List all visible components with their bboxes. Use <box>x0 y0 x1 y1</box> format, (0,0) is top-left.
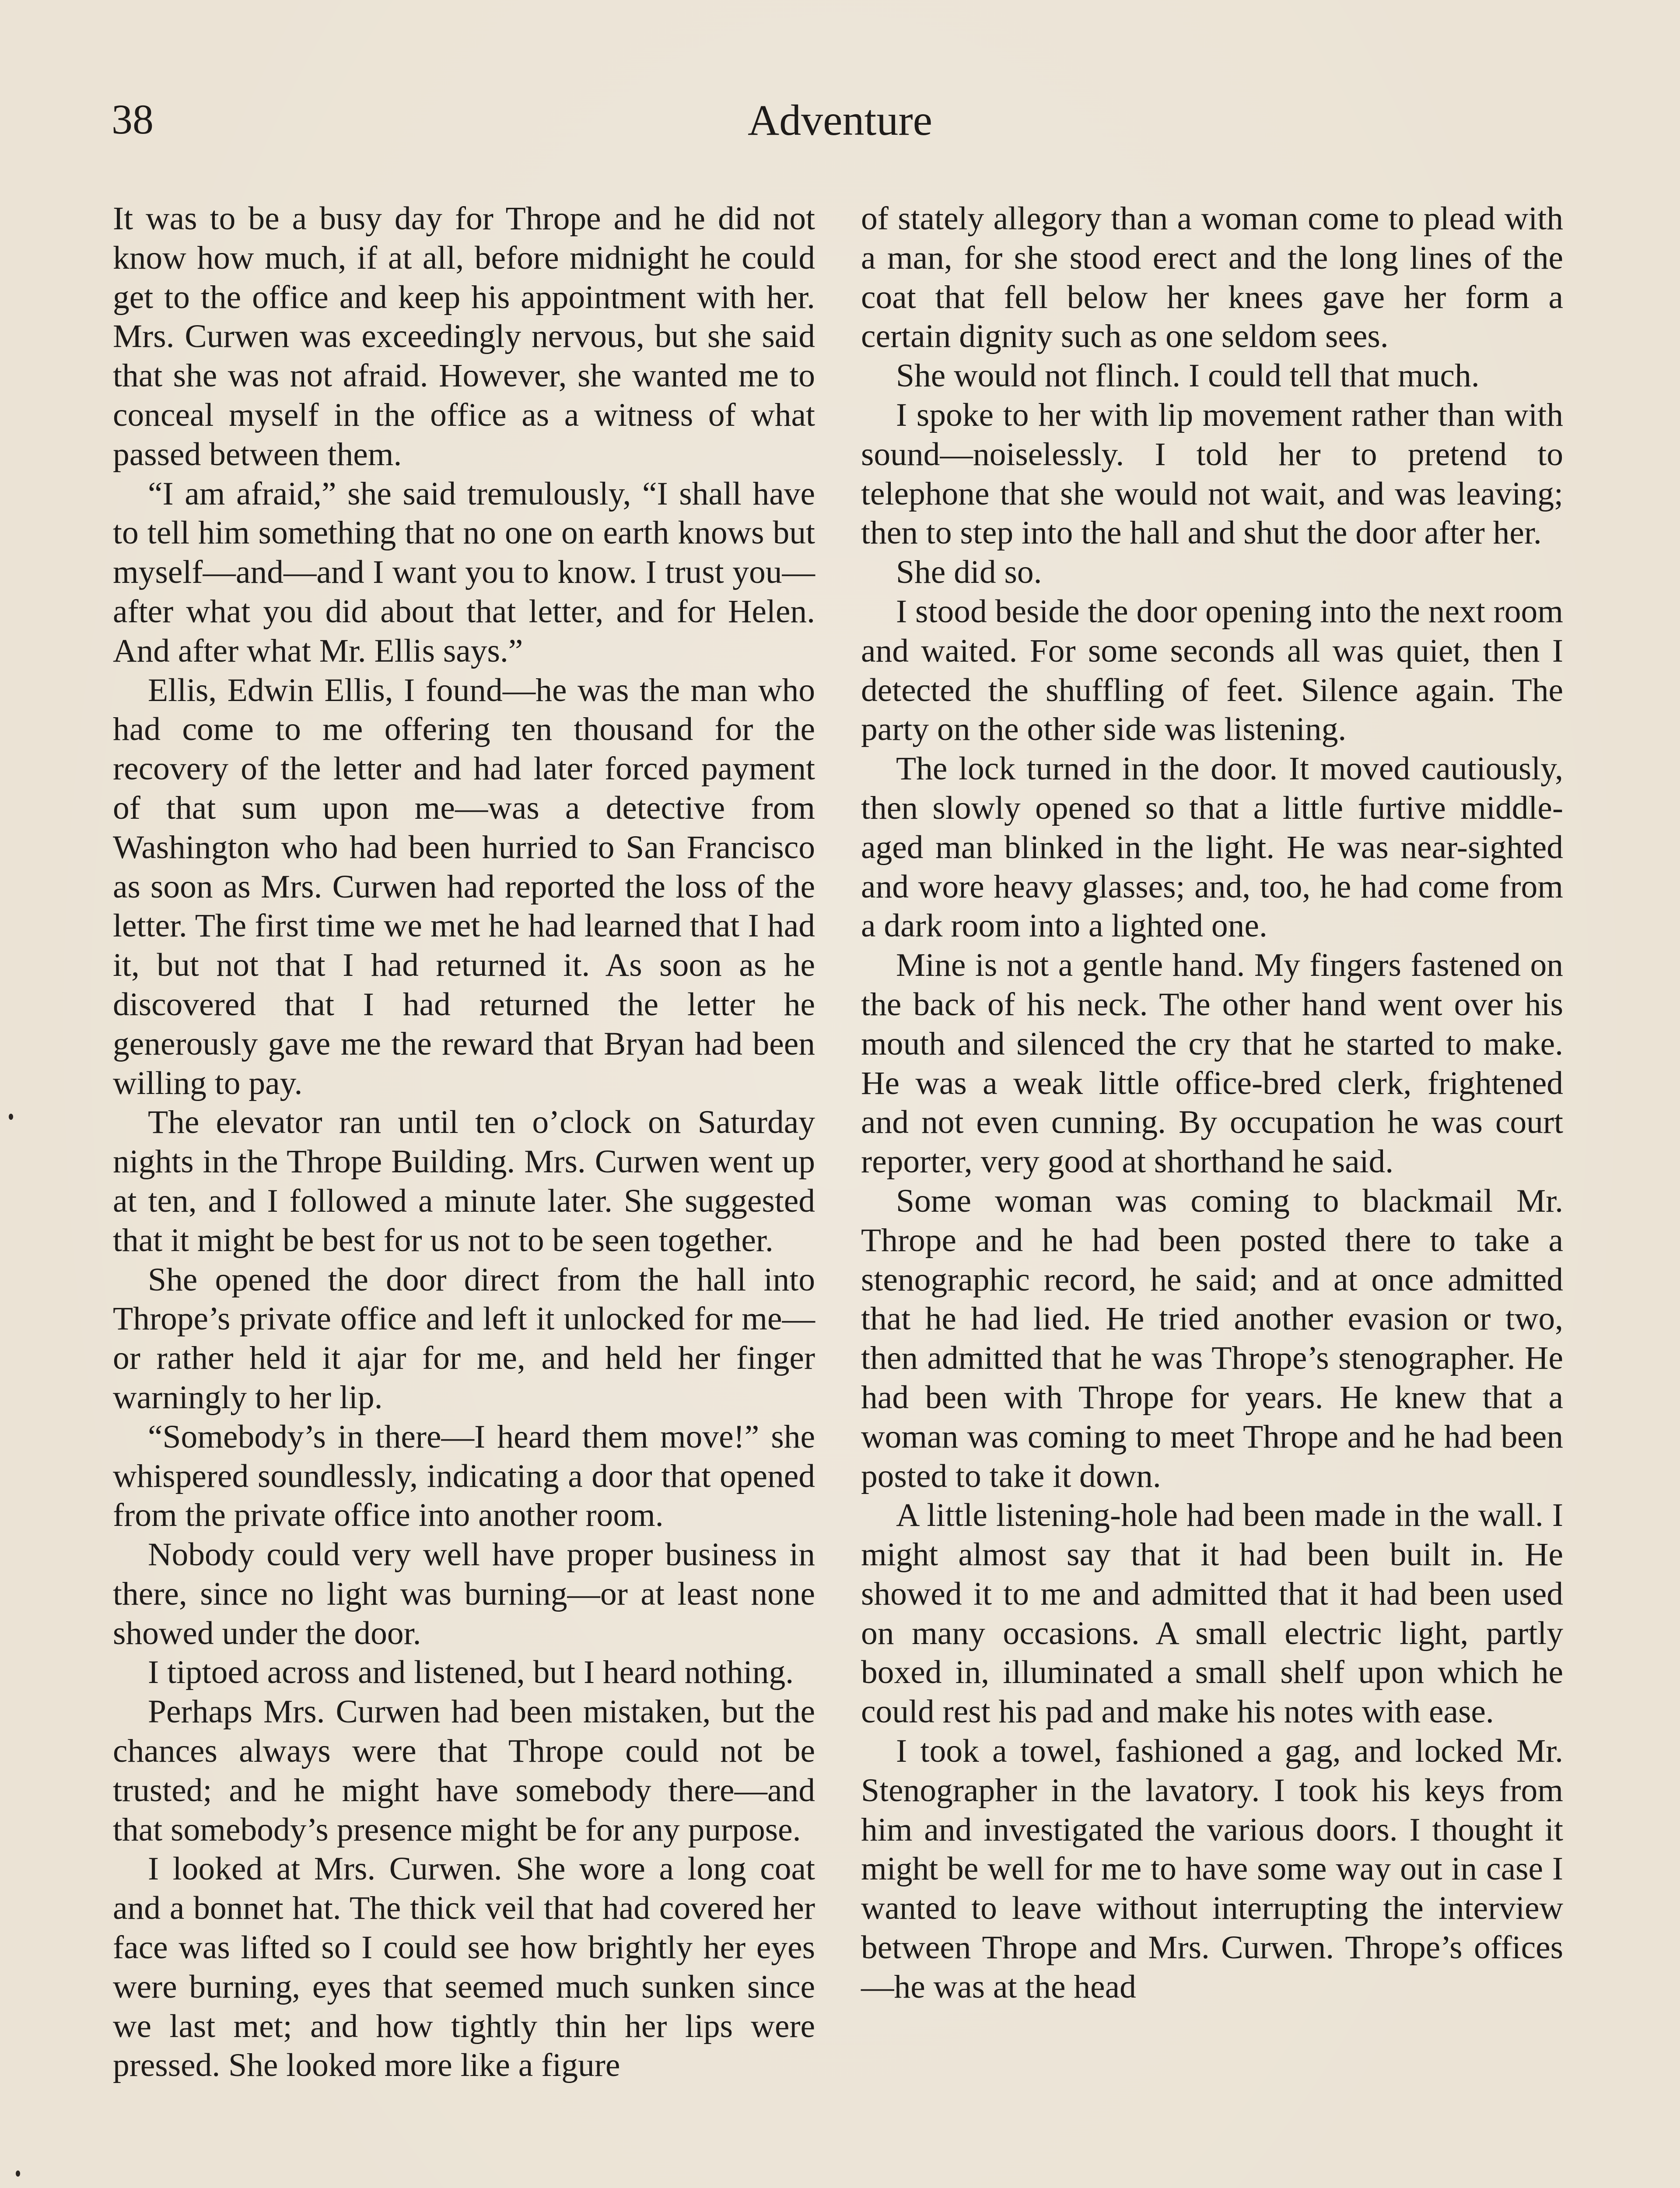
paragraph: Mine is not a gentle hand. My fingers fastened on the back of his neck. The other hand went over his mouth and silenced the cry that he started to make. He was a weak little office-bred clerk, frightened and not even cunning. By occupation he was court reporter, very good at shorthand he said. <box>861 947 1563 1180</box>
paragraph: She did so. <box>896 554 1042 591</box>
paragraph: She would not flinch. I could tell that much. <box>896 358 1480 394</box>
paragraph: “Somebody’s in there—I heard them move!” she whispered soundlessly, indicating a door that opened from the private office into another room. <box>113 1418 815 1534</box>
print-speck <box>16 2170 20 2177</box>
paragraph: Perhaps Mrs. Curwen had been mistaken, but the chances always were that Thrope could not be trusted; and he might have somebody there—and that somebody’s presence might be for any purpose. <box>113 1694 815 1848</box>
paragraph: I stood beside the door opening into the next room and waited. For some seconds all was quiet, then I detected the shuffling of feet. Silence again. The party on the other side was listening. <box>861 593 1563 748</box>
paragraph: I looked at Mrs. Curwen. She wore a long coat and a bonnet hat. The thick veil that had covered her face was lifted so I could see how brightly her eyes were burning, eyes that seemed much sunken since we last met; and how tightly thin her lips were pressed. She looked more like a figure <box>113 1851 815 2084</box>
page-number: 38 <box>112 96 154 143</box>
paragraph: Ellis, Edwin Ellis, I found—he was the man who had come to me offering ten thousand for the recovery of the letter and had later forced payment of that sum upon me—was a detective from Washington who had been hurried to San Francisco as soon as Mrs. Curwen had reported the loss of the letter. The first time we met he had learned that I had it, but not that I had returned it. As soon as he discovered that I had returned the letter he generously gave me the reward that Bryan had been willing to pay. <box>113 672 815 1101</box>
paragraph: The elevator ran until ten o’clock on Saturday nights in the Thrope Building. Mrs. Curwen went up at ten, and I followed a minute later. She suggested that it might be best for us not to be seen together. <box>113 1104 815 1259</box>
paragraph: I spoke to her with lip movement rather than with sound—noiselessly. I told her to pretend to telephone that she would not wait, and was leaving; then to step into the hall and shut the door after her. <box>861 396 1563 551</box>
running-head-title: Adventure <box>747 96 933 144</box>
paragraph: Some woman was coming to blackmail Mr. Thrope and he had been posted there to take a stenographic record, he said; and at once admitted that he had lied. He tried another evasion or two, then admitted that he was Thrope’s stenographer. He had been with Thrope for years. He knew that a woman was coming to meet Thrope and he had been posted to take it down. <box>861 1182 1563 1494</box>
print-speck <box>9 1114 13 1120</box>
paragraph: It was to be a busy day for Thrope and he did not know how much, if at all, before midnight he could get to the office and keep his appointment with her. Mrs. Curwen was exceedingly nervous, but she said that she was not afraid. However, she wanted me to conceal myself in the office as a witness of what passed between them. <box>113 200 815 473</box>
paragraph: of stately allegory than a woman come to plead with a man, for she stood erect and the long lines of the coat that fell below her knees gave her form a certain dignity such as one seldom sees. <box>861 200 1563 355</box>
paragraph: Nobody could very well have proper business in there, since no light was burning—or at least none showed under the door. <box>113 1536 815 1652</box>
right-column <box>861 199 1563 2007</box>
paragraph: I took a towel, fashioned a gag, and locked Mr. Stenographer in the lavatory. I took his keys from him and investigated the various doors. I thought it might be well for me to have some way out in case I wanted to leave without interrupting the interview between Thrope and Mrs. Curwen. Thrope’s offices—he was at the head <box>861 1733 1563 2005</box>
paragraph: I tiptoed across and listened, but I heard nothing. <box>148 1654 794 1691</box>
paragraph: The lock turned in the door. It moved cautiously, then slowly opened so that a little furtive middle-aged man blinked in the light. He was near-sighted and wore heavy glasses; and, too, he had come from a dark room into a lighted one. <box>861 750 1563 944</box>
paragraph: “I am afraid,” she said tremulously, “I shall have to tell him something that no one on earth knows but myself—and—and I want you to know. I trust you—after what you did about that letter, and for Helen. And after what Mr. Ellis says.” <box>113 475 815 669</box>
left-column <box>113 199 815 2085</box>
paragraph: A little listening-hole had been made in the wall. I might almost say that it had been built in. He showed it to me and admitted that it had been used on many occasions. A small electric light, partly boxed in, illuminated a small shelf upon which he could rest his pad and make his notes with ease. <box>861 1497 1563 1730</box>
paragraph: She opened the door direct from the hall into Thrope’s private office and left it unlocked for me—or rather held it ajar for me, and held her finger warningly to her lip. <box>113 1261 815 1416</box>
